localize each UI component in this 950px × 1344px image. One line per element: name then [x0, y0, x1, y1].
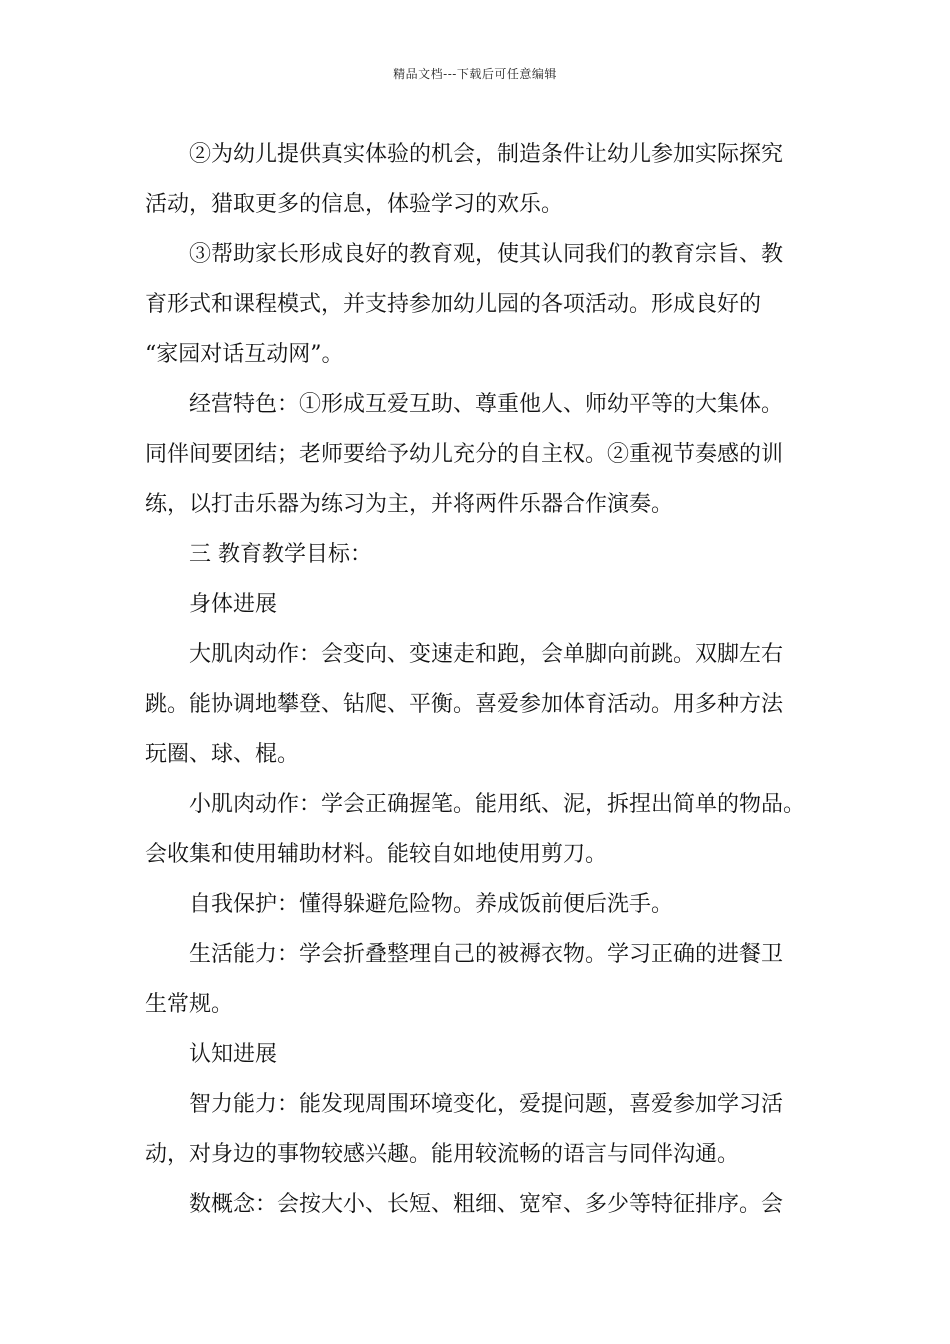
text-line: ②为幼儿提供真实体验的机会，制造条件让幼儿参加实际探究 — [189, 142, 784, 167]
text-line: ③帮助家长形成良好的教育观，使其认同我们的教育宗旨、教 — [189, 242, 784, 267]
text-line: 三 教育教学目标： — [189, 542, 372, 567]
text-line: 小肌肉动作：学会正确握笔。能用纸、泥，拆捏出简单的物品。 — [189, 792, 806, 817]
text-line: 同伴间要团结；老师要给予幼儿充分的自主权。②重视节奏感的训 — [145, 442, 784, 467]
text-line: 经营特色：①形成互爱互助、尊重他人、师幼平等的大集体。 — [189, 392, 784, 417]
text-line: 活动，猎取更多的信息，体验学习的欢乐。 — [145, 192, 564, 217]
text-line: 生活能力：学会折叠整理自己的被褥衣物。学习正确的进餐卫 — [189, 942, 784, 967]
text-line: 数概念：会按大小、长短、粗细、宽窄、多少等特征排序。会 — [189, 1192, 784, 1217]
text-line: 育形式和课程模式，并支持参加幼儿园的各项活动。形成良好的 — [145, 292, 762, 317]
text-line: 动，对身边的事物较感兴趣。能用较流畅的语言与同伴沟通。 — [145, 1142, 740, 1167]
text-line: 智力能力：能发现周围环境变化，爱提问题，喜爱参加学习活 — [189, 1092, 784, 1117]
text-line: 认知进展 — [189, 1042, 278, 1067]
text-line: 玩圈、球、棍。 — [145, 742, 300, 767]
text-line: 跳。能协调地攀登、钻爬、平衡。喜爱参加体育活动。用多种方法 — [145, 692, 784, 717]
text-line: 大肌肉动作：会变向、变速走和跑，会单脚向前跳。双脚左右 — [189, 642, 784, 667]
page-header: 精品文档---下载后可任意编辑 — [393, 67, 557, 81]
text-line: 会收集和使用辅助材料。能较自如地使用剪刀。 — [145, 842, 608, 867]
document-body — [145, 130, 815, 1230]
text-line: 身体进展 — [189, 592, 278, 617]
text-line: 生常规。 — [145, 992, 234, 1017]
text-line: 练，以打击乐器为练习为主，并将两件乐器合作演奏。 — [145, 492, 674, 517]
text-line: 自我保护：懂得躲避危险物。养成饭前便后洗手。 — [189, 892, 674, 917]
text-line: “家园对话互动网”。 — [145, 342, 344, 367]
